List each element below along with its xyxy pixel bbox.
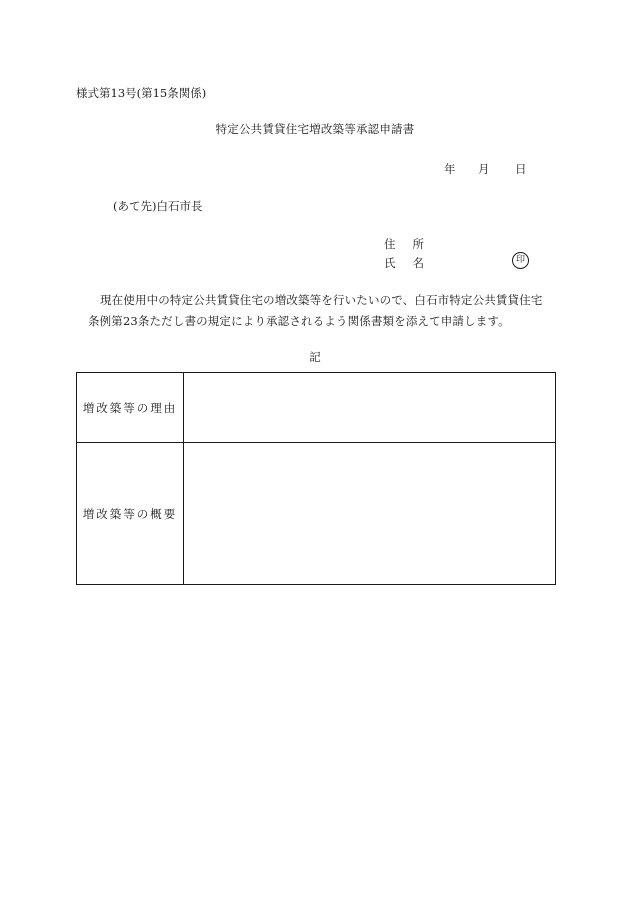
application-table xyxy=(76,372,556,585)
address-label xyxy=(384,236,424,252)
date-day-label: 日 xyxy=(515,162,527,176)
reason-label: 増改築等の理由 xyxy=(77,373,184,443)
date-month-label: 月 xyxy=(478,162,490,176)
name-label-char-1: 氏 xyxy=(384,256,396,270)
address-label-char-2: 所 xyxy=(412,237,424,251)
seal-mark: 印 xyxy=(512,252,529,269)
address-label-char-1: 住 xyxy=(384,237,396,251)
name-label-char-2: 名 xyxy=(412,256,424,270)
document-title: 特定公共賃貸住宅増改築等承認申請書 xyxy=(215,122,415,136)
ki-heading: 記 xyxy=(309,350,321,364)
summary-field[interactable] xyxy=(184,443,556,585)
recipient: (あて先)白石市長 xyxy=(113,199,203,213)
body-text-line-1: 現在使用中の特定公共賃貸住宅の増改築等を行いたいので、白石市特定公共賃貸住宅 xyxy=(100,293,543,307)
name-label xyxy=(384,255,424,271)
table-row-summary xyxy=(77,443,556,585)
reason-field[interactable] xyxy=(184,373,556,443)
summary-label: 増改築等の概要 xyxy=(77,443,184,585)
body-text-line-2: 条例第23条ただし書の規定により承認されるよう関係書類を添えて申請します。 xyxy=(88,314,510,328)
date-year-label: 年 xyxy=(444,162,456,176)
form-number: 様式第13号(第15条関係) xyxy=(76,86,207,100)
table-row-reason xyxy=(77,373,556,443)
